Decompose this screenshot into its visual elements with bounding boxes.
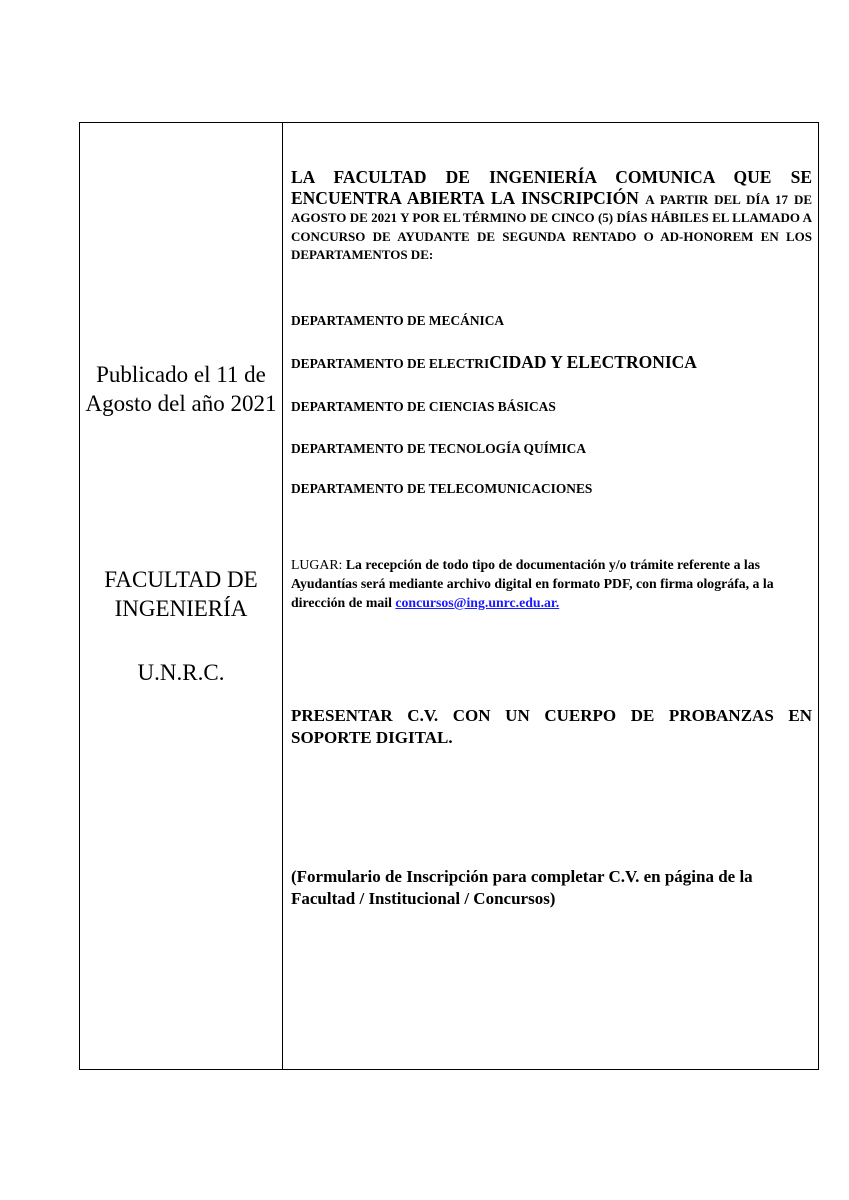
department-electricidad — [291, 352, 812, 373]
department-ciencias: DEPARTAMENTO DE CIENCIAS BÁSICAS — [291, 399, 556, 414]
form-note: (Formulario de Inscripción para completar C.V. en página de la Facultad / Institucional / Concursos) — [291, 867, 753, 908]
lugar-text: La recepción de todo tipo de documentación y/o trámite referente a las Ayudantías será mediante archivo digital en formato PDF, con firma olográfa, a la dirección de mail — [291, 557, 774, 610]
intro-heading: LA FACULTAD DE INGENIERÍA COMUNICA QUE SE ENCUENTRA ABIERTA LA INSCRIPCIÓN — [291, 167, 812, 208]
department-electricidad-part2: CIDAD Y ELECTRONICA — [489, 352, 697, 372]
department-telecom: DEPARTAMENTO DE TELECOMUNICACIONES — [291, 481, 593, 496]
department-electricidad-part1: DEPARTAMENTO DE ELECTRI — [291, 356, 490, 371]
department-mecanica: DEPARTAMENTO DE MECÁNICA — [291, 313, 505, 328]
publication-date: Publicado el 11 de Agosto del año 2021 — [85, 362, 277, 416]
announcement-intro — [291, 168, 812, 265]
email-link[interactable]: concursos@ing.unrc.edu.ar. — [395, 595, 560, 610]
column-divider — [282, 122, 283, 1070]
university-name: U.N.R.C. — [137, 660, 225, 685]
lugar-label: LUGAR: — [291, 557, 343, 572]
intro-body: A PARTIR DEL DÍA 17 DE AGOSTO DE 2021 Y POR EL TÉRMINO DE CINCO (5) DÍAS HÁBILES EL LLAMADO A CONCURSO DE AYUDANTE DE SEGUNDA RENTADO O AD-HONOREM EN LOS DEPARTAMENTOS DE: — [291, 191, 813, 263]
lugar-paragraph — [291, 555, 812, 612]
faculty-name: FACULTAD DE INGENIERÍA — [104, 567, 258, 621]
department-quimica: DEPARTAMENTO DE TECNOLOGÍA QUÍMICA — [291, 441, 587, 456]
present-cv-instruction: PRESENTAR C.V. CON UN CUERPO DE PROBANZAS EN SOPORTE DIGITAL. — [291, 706, 812, 747]
